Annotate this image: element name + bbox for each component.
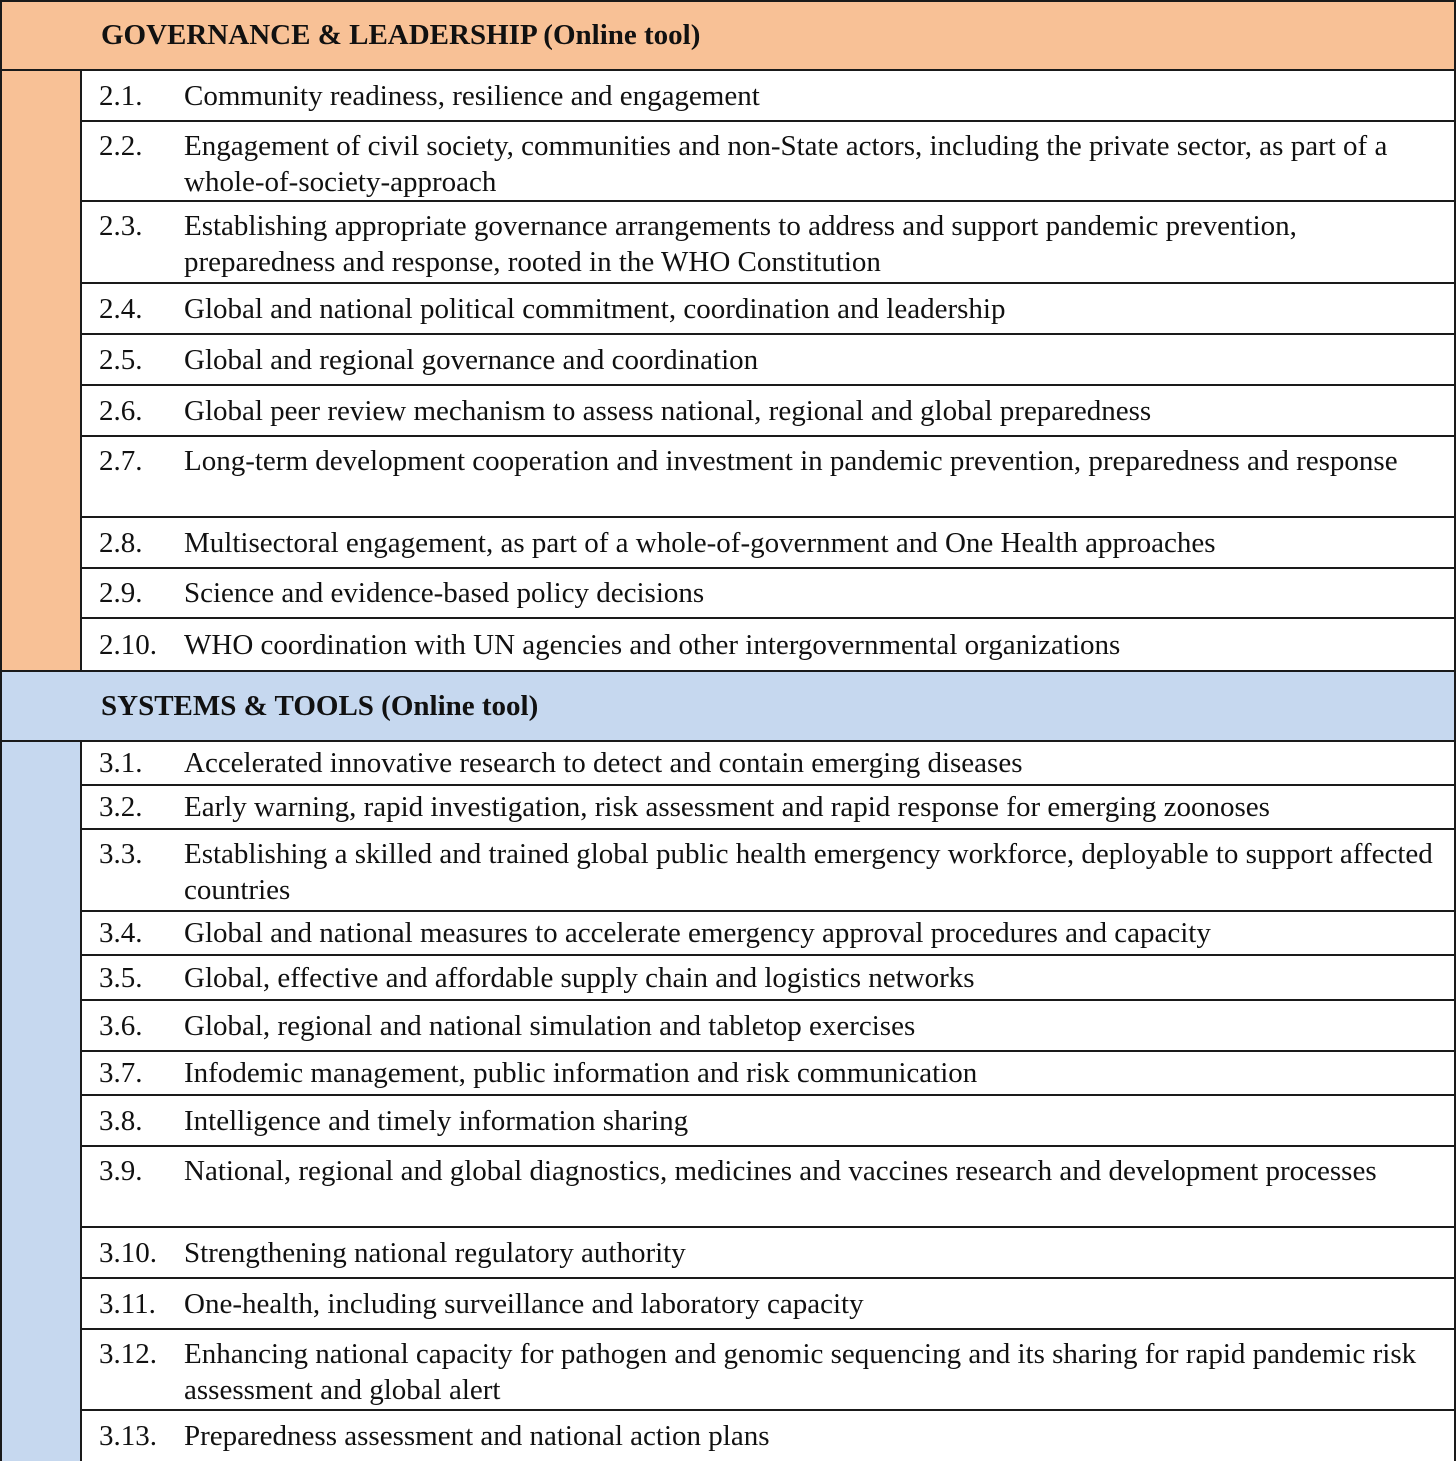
item-number: 3.4.	[99, 917, 143, 949]
list-item	[82, 1279, 1456, 1330]
item-number: 3.1.	[99, 747, 143, 779]
item-text: WHO coordination with UN agencies and other intergovernmental organizations	[184, 628, 1121, 661]
list-item	[82, 830, 1456, 912]
list-item	[82, 569, 1456, 619]
item-text: Global, regional and national simulation and tabletop exercises	[184, 1009, 916, 1042]
item-number: 3.13.	[99, 1420, 157, 1452]
item-list	[82, 71, 1456, 670]
item-text: Long-term development cooperation and investment in pandemic prevention, preparedness and response	[184, 445, 1398, 477]
list-item	[82, 202, 1456, 284]
item-number: 2.2.	[99, 130, 143, 162]
item-text: Preparedness assessment and national action plans	[184, 1420, 770, 1452]
list-item	[82, 742, 1456, 786]
item-number: 2.3.	[99, 210, 143, 242]
item-text: Early warning, rapid investigation, risk assessment and rapid response for emerging zoonoses	[184, 791, 1270, 823]
item-text: One-health, including surveillance and laboratory capacity	[184, 1287, 864, 1320]
item-text: Enhancing national capacity for pathogen and genomic sequencing and its sharing for rapid pandemic risk assessment and global alert	[184, 1338, 1417, 1406]
item-text: Global and national political commitment, coordination and leadership	[184, 292, 1006, 325]
item-text: National, regional and global diagnostics, medicines and vaccines research and development processes	[184, 1155, 1377, 1187]
item-text: Infodemic management, public information and risk communication	[184, 1057, 978, 1089]
list-item	[82, 437, 1456, 518]
list-item	[82, 786, 1456, 830]
list-item	[82, 1052, 1456, 1096]
item-text: Accelerated innovative research to detect and contain emerging diseases	[184, 747, 1023, 779]
list-item	[82, 518, 1456, 569]
item-text: Global and regional governance and coordination	[184, 343, 759, 376]
item-text: Global, effective and affordable supply chain and logistics networks	[184, 961, 975, 994]
item-number: 3.10.	[99, 1236, 157, 1269]
list-item	[82, 1096, 1456, 1147]
list-item	[82, 1001, 1456, 1052]
list-item	[82, 1147, 1456, 1228]
item-text: Multisectoral engagement, as part of a whole-of-government and One Health approaches	[184, 526, 1216, 559]
item-text: Engagement of civil society, communities and non-State actors, including the private sector, as part of a whole-of-society-approach	[184, 130, 1388, 198]
item-number: 3.7.	[99, 1057, 143, 1089]
section-body	[0, 740, 1456, 1461]
item-number: 3.3.	[99, 838, 143, 870]
list-item	[82, 122, 1456, 202]
section-title: SYSTEMS & TOOLS (Online tool)	[0, 670, 1456, 740]
item-number: 3.2.	[99, 791, 143, 823]
item-number: 2.7.	[99, 445, 143, 477]
list-item	[82, 284, 1456, 335]
item-number: 3.6.	[99, 1009, 143, 1042]
section-color-bar	[2, 742, 82, 1461]
item-number: 2.4.	[99, 292, 143, 325]
section-governance-leadership	[0, 0, 1456, 670]
item-text: Strengthening national regulatory authority	[184, 1236, 686, 1269]
item-number: 2.8.	[99, 526, 143, 559]
section-color-bar	[2, 71, 82, 670]
item-number: 3.5.	[99, 961, 143, 994]
item-number: 3.9.	[99, 1155, 143, 1187]
item-number: 2.5.	[99, 343, 143, 376]
list-item	[82, 1228, 1456, 1279]
item-text: Global and national measures to accelerate emergency approval procedures and capacity	[184, 917, 1211, 949]
item-text: Establishing a skilled and trained global public health emergency workforce, deployable to support affected countries	[184, 838, 1433, 906]
item-number: 2.10.	[99, 628, 157, 661]
item-number: 2.1.	[99, 79, 143, 112]
item-number: 3.8.	[99, 1104, 143, 1137]
item-text: Science and evidence-based policy decisions	[184, 577, 705, 609]
list-item	[82, 912, 1456, 956]
item-number: 3.12.	[99, 1338, 157, 1370]
section-systems-tools	[0, 670, 1456, 1461]
list-item	[82, 71, 1456, 122]
section-title: GOVERNANCE & LEADERSHIP (Online tool)	[0, 0, 1456, 69]
item-text: Global peer review mechanism to assess national, regional and global preparedness	[184, 394, 1152, 427]
item-list	[82, 742, 1456, 1461]
item-text: Community readiness, resilience and engagement	[184, 79, 760, 112]
list-item	[82, 1330, 1456, 1411]
item-number: 2.6.	[99, 394, 143, 427]
list-item	[82, 386, 1456, 437]
item-number: 3.11.	[99, 1287, 156, 1320]
list-item	[82, 335, 1456, 386]
item-text: Establishing appropriate governance arrangements to address and support pandemic prevention, preparedness and response, rooted in the WHO Constitution	[184, 210, 1297, 278]
list-item	[82, 1411, 1456, 1461]
item-number: 2.9.	[99, 577, 143, 609]
section-body	[0, 69, 1456, 670]
list-item	[82, 619, 1456, 670]
item-text: Intelligence and timely information sharing	[184, 1104, 689, 1137]
list-item	[82, 956, 1456, 1001]
